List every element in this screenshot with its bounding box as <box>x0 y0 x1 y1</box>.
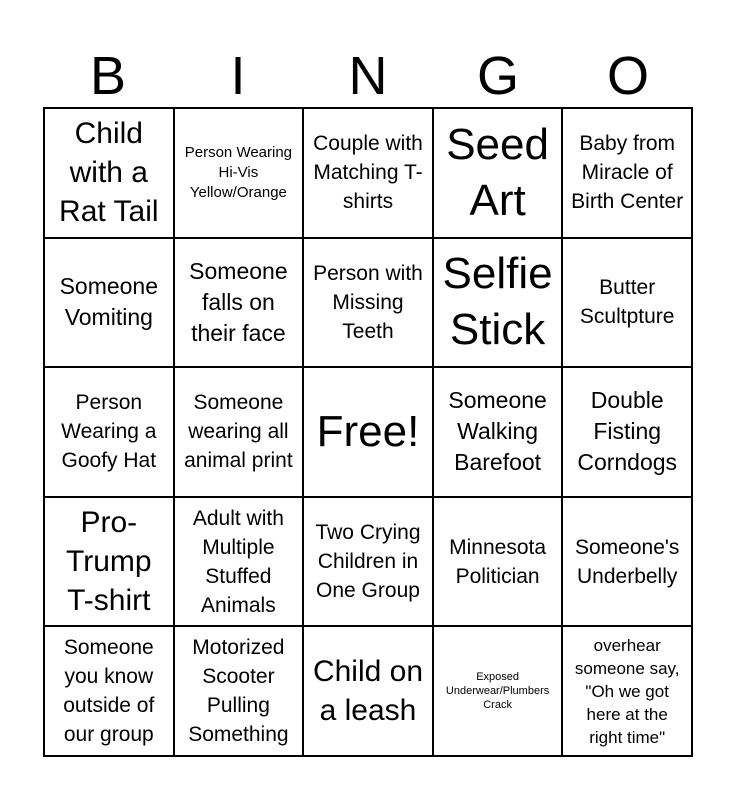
bingo-cell[interactable] <box>433 108 563 238</box>
bingo-cell[interactable] <box>562 367 692 497</box>
bingo-cell[interactable] <box>44 367 174 497</box>
cell-text: Someone Vomiting <box>59 273 159 331</box>
bingo-cell[interactable] <box>303 626 433 756</box>
bingo-cell[interactable] <box>433 626 563 756</box>
header-letter-g: G <box>476 46 519 106</box>
cell-text: Someone Walking Barefoot <box>448 387 547 476</box>
bingo-cell[interactable] <box>174 626 304 756</box>
cell-text: Baby from Miracle of Birth Center <box>571 132 684 214</box>
bingo-cell[interactable] <box>303 497 433 627</box>
bingo-cell[interactable] <box>174 367 304 497</box>
cell-text: Minnesota Politician <box>449 535 547 588</box>
cell-text: Couple with Matching T-shirts <box>313 132 423 214</box>
bingo-cell[interactable] <box>174 497 304 627</box>
bingo-cell[interactable] <box>44 108 174 238</box>
bingo-cell[interactable] <box>174 238 304 368</box>
bingo-cell[interactable] <box>433 367 563 497</box>
cell-text: Someone's Underbelly <box>574 535 680 588</box>
header-letter-b: B <box>89 46 127 106</box>
bingo-cell[interactable] <box>174 108 304 238</box>
cell-text: Someone you know outside of our group <box>63 636 155 747</box>
cell-text: Someone wearing all animal print <box>184 391 293 473</box>
cell-text: Person Wearing Hi-Vis Yellow/Orange <box>184 143 293 201</box>
bingo-cell[interactable] <box>303 108 433 238</box>
cell-text: Seed Art <box>446 119 549 225</box>
bingo-cell[interactable] <box>562 238 692 368</box>
bingo-header <box>43 44 693 108</box>
header-letter-n: N <box>348 46 388 106</box>
bingo-board <box>43 107 693 757</box>
cell-text: Butter Scultpture <box>579 276 675 329</box>
bingo-cell[interactable] <box>44 238 174 368</box>
cell-text: Pro-Trump T-shirt <box>66 506 152 618</box>
bingo-cell[interactable] <box>44 497 174 627</box>
cell-text: Someone falls on their face <box>189 257 288 346</box>
cell-text: Exposed Underwear/Plumbers Crack <box>445 671 550 712</box>
bingo-cell[interactable] <box>562 626 692 756</box>
bingo-cell[interactable] <box>433 497 563 627</box>
free-space-text: Free! <box>316 406 420 456</box>
header-letter-o: O <box>606 46 649 106</box>
bingo-cell[interactable] <box>433 238 563 368</box>
cell-text: Two Crying Children in One Group <box>315 521 421 603</box>
cell-text: Double Fisting Corndogs <box>577 387 678 476</box>
cell-text: Motorized Scooter Pulling Something <box>188 636 289 747</box>
cell-text: Child on a leash <box>312 655 424 728</box>
free-space-cell[interactable] <box>303 367 433 497</box>
cell-text: overhear someone say, "Oh we got here at the right time" <box>574 635 680 747</box>
bingo-cell[interactable] <box>44 626 174 756</box>
cell-text: Person Wearing a Goofy Hat <box>61 391 157 473</box>
cell-text: Person with Missing Teeth <box>313 261 423 343</box>
bingo-cell[interactable] <box>562 108 692 238</box>
bingo-cell[interactable] <box>562 497 692 627</box>
cell-text: Adult with Multiple Stuffed Animals <box>192 506 284 617</box>
cell-text: Selfie Stick <box>442 249 553 355</box>
header-letter-i: I <box>230 46 246 106</box>
cell-text: Child with a Rat Tail <box>59 117 159 229</box>
bingo-cell[interactable] <box>303 238 433 368</box>
